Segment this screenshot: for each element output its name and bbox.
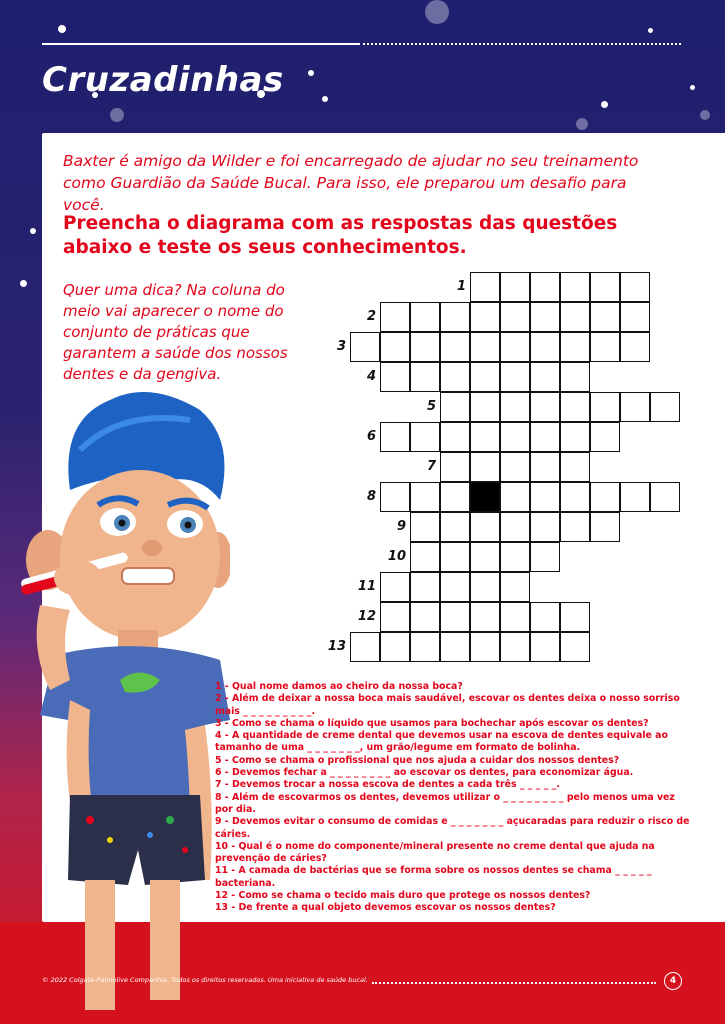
- question-item: 3 - Como se chama o líquido que usamos para bochechar após escovar os dentes?: [215, 717, 649, 729]
- question-item: 2 - Além de deixar a nossa boca mais saudável, escovar os dentes deixa o nosso sorriso mais _ _ _ _ _ _ _ _ _.: [215, 693, 680, 717]
- question-item: 11 - A camada de bactérias que se forma sobre os nossos dentes se chama _ _ _ _ _ bacteriana.: [215, 865, 652, 889]
- clue-number: 4: [366, 369, 376, 384]
- star-decoration: [30, 228, 36, 234]
- star-decoration: [425, 0, 449, 24]
- clue-number: 2: [366, 309, 376, 324]
- clue-number: 5: [426, 399, 436, 414]
- star-decoration: [601, 101, 608, 108]
- star-decoration: [322, 96, 328, 102]
- question-item: 5 - Como se chama o profissional que nos ajuda a cuidar dos nossos dentes?: [215, 754, 620, 766]
- character-illustration: [0, 380, 230, 1022]
- question-item: 9 - Devemos evitar o consumo de comidas e _ _ _ _ _ _ _ açucaradas para reduzir o risco de cáries.: [215, 816, 690, 840]
- question-item: 7 - Devemos trocar a nossa escova de dentes a cada três _ _ _ _ _.: [215, 779, 560, 791]
- questions-list: [215, 681, 695, 915]
- question-item: 13 - De frente a qual objeto devemos escovar os nossos dentes?: [215, 902, 556, 914]
- star-decoration: [700, 110, 710, 120]
- question-item: 12 - Como se chama o tecido mais duro que protege os nossos dentes?: [215, 890, 591, 902]
- clue-number: 12: [357, 609, 376, 624]
- clue-number: 8: [366, 489, 376, 504]
- question-item: 1 - Qual nome damos ao cheiro da nossa boca?: [215, 681, 463, 692]
- clue-number: 6: [366, 429, 376, 444]
- question-item: 8 - Além de escovarmos os dentes, devemos utilizar o _ _ _ _ _ _ _ _ pelo menos uma vez por dia.: [215, 791, 675, 815]
- clue-number: 1: [456, 279, 466, 294]
- star-decoration: [690, 85, 695, 90]
- footer-divider-dotted: [372, 982, 656, 984]
- question-item: 4 - A quantidade de creme dental que devemos usar na escova de dentes equivale ao tamanho de uma _ _ _ _ _ _ _, um grão/legume em formato de bolinha.: [215, 730, 668, 754]
- clue-number: 13: [327, 639, 346, 654]
- instruction-heading: Preencha o diagrama com as respostas das questões abaixo e teste os seus conhecimentos.: [63, 213, 618, 258]
- clue-number: 3: [336, 339, 346, 354]
- tip-text: Quer uma dica? Na coluna do meio vai aparecer o nome do conjunto de práticas que garantem a saúde dos nossos dentes e da gengiva.: [63, 281, 288, 383]
- clue-number: 7: [426, 459, 436, 474]
- copyright-text: © 2022 Colgate-Palmolive Companhia. Todos os direitos reservados. Uma iniciativa de saúde bucal.: [42, 976, 368, 984]
- star-decoration: [576, 118, 588, 130]
- star-decoration: [648, 28, 653, 33]
- header-divider-dotted: [363, 43, 681, 45]
- clue-number: 10: [387, 549, 406, 564]
- star-decoration: [58, 25, 66, 33]
- star-decoration: [308, 70, 314, 76]
- star-decoration: [20, 280, 27, 287]
- clue-number: 11: [357, 579, 376, 594]
- page-title: Cruzadinhas: [42, 60, 284, 100]
- question-item: 10 - Qual é o nome do componente/mineral presente no creme dental que ajuda na prevenção de cáries?: [215, 840, 655, 865]
- question-item: 6 - Devemos fechar a _ _ _ _ _ _ _ _ ao escovar os dentes, para economizar água.: [215, 767, 634, 779]
- header-divider: [42, 43, 360, 45]
- intro-text: Baxter é amigo da Wilder e foi encarregado de ajudar no seu treinamento como Guardião da Saúde Bucal. Para isso, ele preparou um desafio para você.: [63, 152, 639, 214]
- clue-number: 9: [396, 519, 406, 534]
- page-number: 4: [664, 972, 682, 990]
- star-decoration: [110, 108, 124, 122]
